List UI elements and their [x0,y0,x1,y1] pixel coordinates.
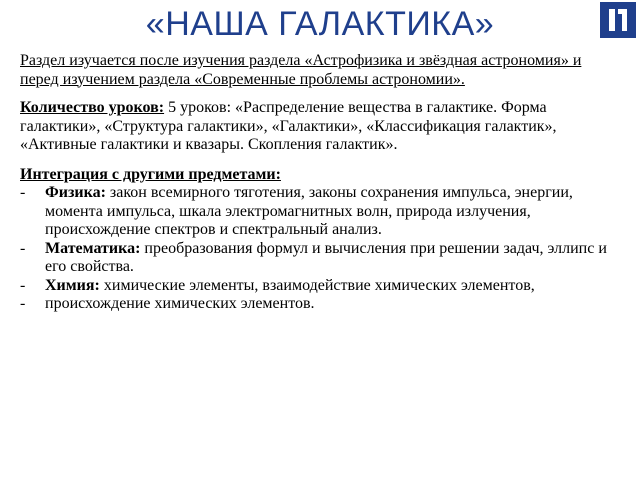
subject-text: химические элементы, взаимодействие химических элементов, [99,276,535,294]
list-item-chemistry-continued [20,295,620,314]
subject-text: закон всемирного тяготения, законы сохранения импульса, энергии, момента импульса, шкала электромагнитных волн, природа излучения, происхождение спектров и спектральный анализ. [45,184,573,238]
integration-heading: Интеграция с другими предметами: [20,165,281,183]
list-item-math [20,240,620,277]
lessons-paragraph [20,99,620,155]
dash-bullet: - [20,295,26,312]
dash-bullet: - [20,184,26,201]
lessons-label: Количество уроков: [20,99,165,116]
slide-title: «НАША ГАЛАКТИКА» [145,5,495,43]
subject-name: Химия: [45,276,100,294]
subject-text: преобразования формул и вычисления при решении задач, эллипс и его свойства. [45,239,607,275]
subject-text: происхождение химических элементов. [45,295,315,312]
list-item-chemistry [20,277,620,296]
list-item-physics [20,184,620,240]
publisher-logo-icon [600,2,636,38]
intro-paragraph: Раздел изучается после изучения раздела «Астрофизика и звёздная астрономия» и перед изучением раздела «Современные проблемы астрономии». [20,52,582,88]
dash-bullet: - [20,276,26,294]
slide-content [20,52,620,314]
lessons-text: 5 уроков: «Распределение вещества в галактике. Форма галактики», «Структура галактики», «Галактики», «Классификация галактик», «Активные галактики и квазары. Скопления галактик». [20,99,557,153]
subject-name: Физика: [45,184,106,201]
dash-bullet: - [20,239,26,257]
subject-name: Математика: [45,239,141,257]
subjects-list [20,184,620,314]
